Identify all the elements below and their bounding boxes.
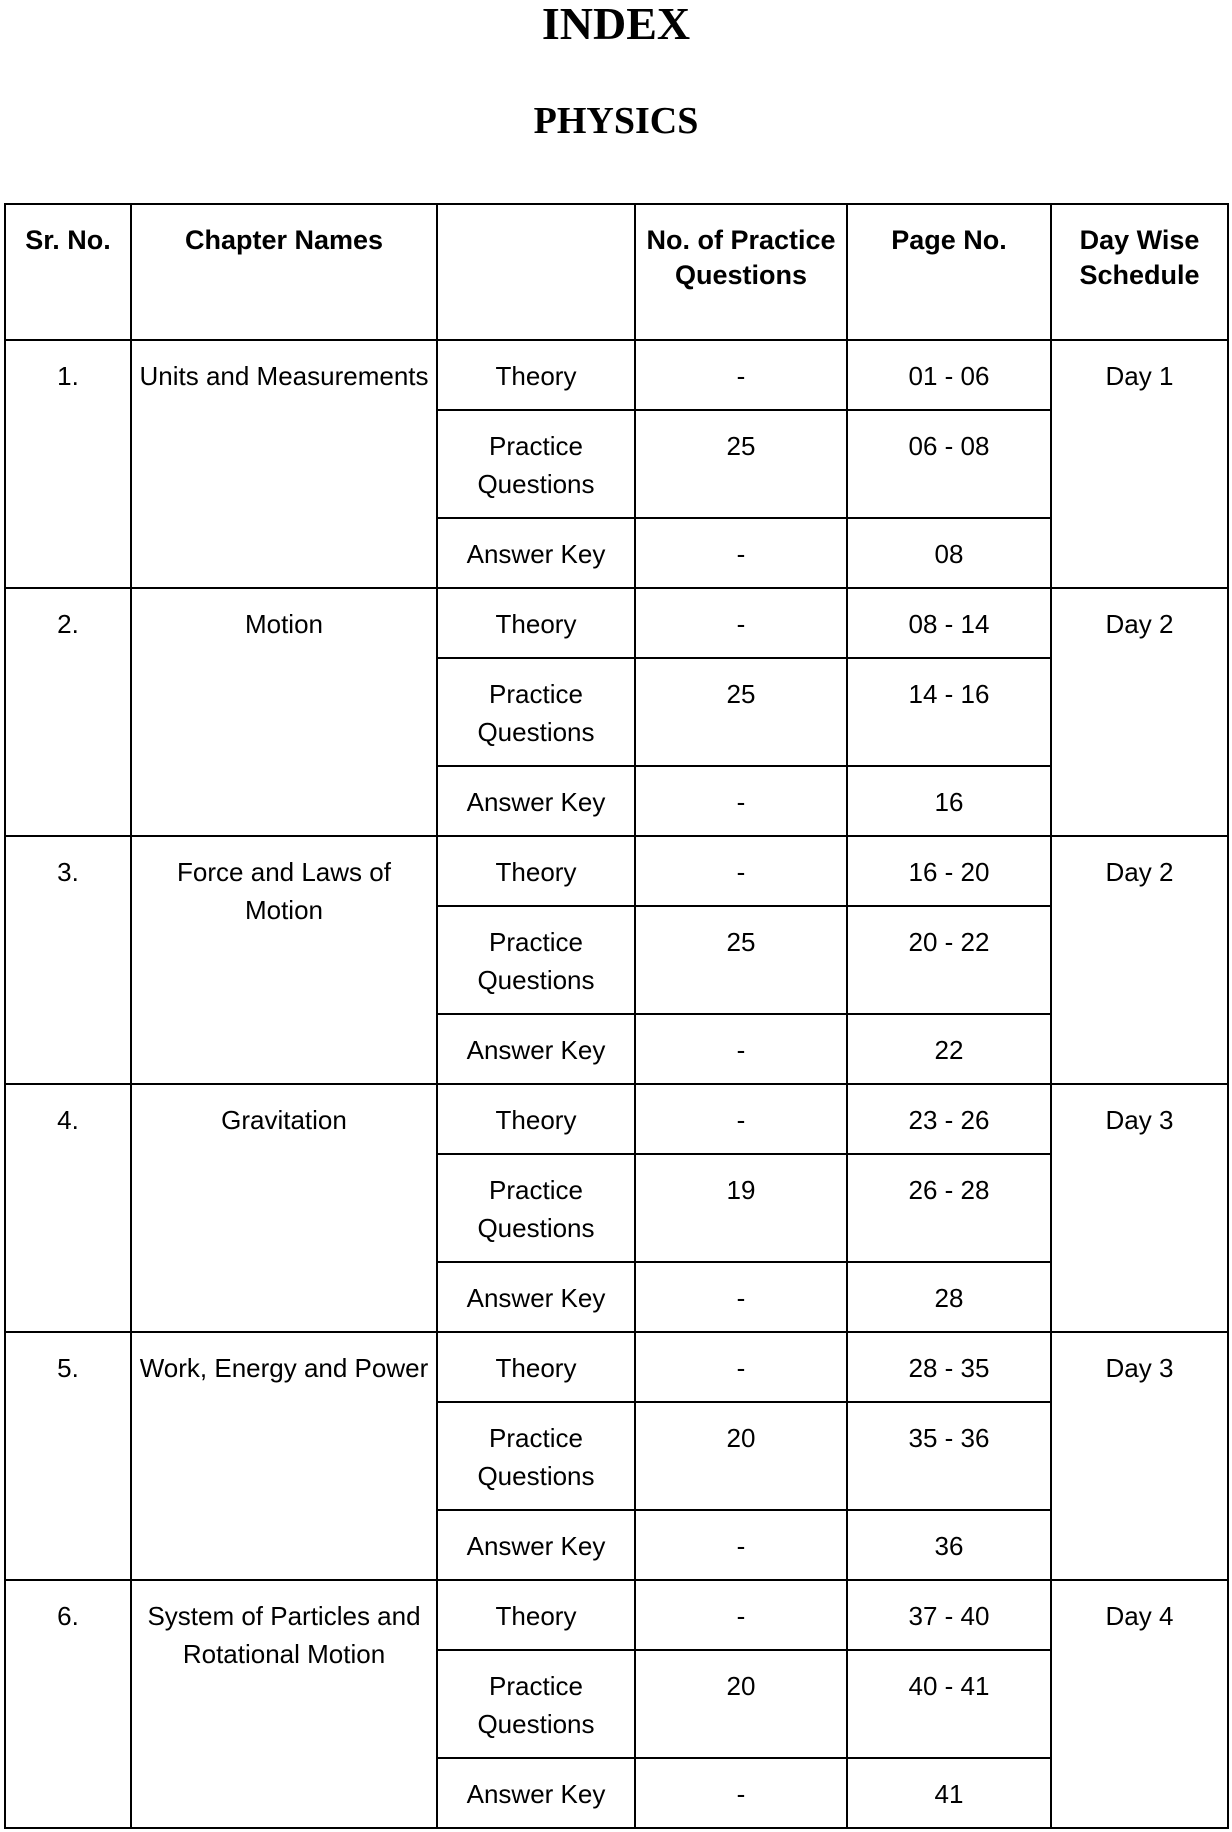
page-range-cell: 35 - 36 [847, 1402, 1051, 1510]
section-cell: Answer Key [437, 1510, 635, 1580]
practice-count-cell: - [635, 588, 847, 658]
chapter-name-cell: Motion [131, 588, 437, 836]
chapter-name-cell: Units and Measurements [131, 340, 437, 588]
day-schedule-cell: Day 4 [1051, 1580, 1228, 1828]
section-cell: Practice Questions [437, 1154, 635, 1262]
page-range-cell: 37 - 40 [847, 1580, 1051, 1650]
practice-count-cell: - [635, 836, 847, 906]
section-cell: Practice Questions [437, 410, 635, 518]
practice-count-cell: - [635, 1084, 847, 1154]
sr-no-cell: 2. [5, 588, 131, 836]
chapter-name-cell: Work, Energy and Power [131, 1332, 437, 1580]
page-range-cell: 06 - 08 [847, 410, 1051, 518]
page-range-cell: 16 [847, 766, 1051, 836]
page-range-cell: 08 - 14 [847, 588, 1051, 658]
section-cell: Practice Questions [437, 1402, 635, 1510]
practice-count-cell: 19 [635, 1154, 847, 1262]
day-schedule-cell: Day 3 [1051, 1084, 1228, 1332]
day-schedule-cell: Day 2 [1051, 836, 1228, 1084]
practice-count-cell: 25 [635, 410, 847, 518]
page-range-cell: 14 - 16 [847, 658, 1051, 766]
section-cell: Practice Questions [437, 906, 635, 1014]
col-section [437, 204, 635, 340]
section-cell: Theory [437, 588, 635, 658]
practice-count-cell: 25 [635, 658, 847, 766]
section-cell: Theory [437, 836, 635, 906]
practice-count-cell: 20 [635, 1650, 847, 1758]
section-cell: Answer Key [437, 1262, 635, 1332]
sr-no-cell: 3. [5, 836, 131, 1084]
page-range-cell: 40 - 41 [847, 1650, 1051, 1758]
page-range-cell: 23 - 26 [847, 1084, 1051, 1154]
practice-count-cell: - [635, 340, 847, 410]
practice-count-cell: - [635, 1580, 847, 1650]
page-range-cell: 41 [847, 1758, 1051, 1828]
practice-count-cell: - [635, 1014, 847, 1084]
sr-no-cell: 5. [5, 1332, 131, 1580]
section-cell: Practice Questions [437, 1650, 635, 1758]
practice-count-cell: 25 [635, 906, 847, 1014]
practice-count-cell: - [635, 518, 847, 588]
practice-count-cell: - [635, 1758, 847, 1828]
section-cell: Answer Key [437, 1014, 635, 1084]
chapter-name-cell: Force and Laws of Motion [131, 836, 437, 1084]
section-cell: Answer Key [437, 766, 635, 836]
day-schedule-cell: Day 3 [1051, 1332, 1228, 1580]
table-row [5, 1084, 1228, 1154]
col-page-no: Page No. [847, 204, 1051, 340]
table-row [5, 340, 1228, 410]
table-row [5, 588, 1228, 658]
sr-no-cell: 6. [5, 1580, 131, 1828]
page-range-cell: 22 [847, 1014, 1051, 1084]
sr-no-cell: 4. [5, 1084, 131, 1332]
page-range-cell: 28 - 35 [847, 1332, 1051, 1402]
sr-no-cell: 1. [5, 340, 131, 588]
day-schedule-cell: Day 1 [1051, 340, 1228, 588]
chapter-name-cell: Gravitation [131, 1084, 437, 1332]
table-row [5, 836, 1228, 906]
day-schedule-cell: Day 2 [1051, 588, 1228, 836]
practice-count-cell: - [635, 1510, 847, 1580]
section-cell: Theory [437, 1084, 635, 1154]
col-chapter-names: Chapter Names [131, 204, 437, 340]
section-cell: Theory [437, 1580, 635, 1650]
section-cell: Practice Questions [437, 658, 635, 766]
page-range-cell: 36 [847, 1510, 1051, 1580]
page-range-cell: 08 [847, 518, 1051, 588]
table-body [5, 340, 1228, 1828]
chapter-name-cell: System of Particles and Rotational Motion [131, 1580, 437, 1828]
practice-count-cell: 20 [635, 1402, 847, 1510]
practice-count-cell: - [635, 1262, 847, 1332]
col-day-schedule: Day Wise Schedule [1051, 204, 1228, 340]
col-practice-questions: No. of Practice Questions [635, 204, 847, 340]
section-cell: Answer Key [437, 518, 635, 588]
section-cell: Answer Key [437, 1758, 635, 1828]
col-sr-no: Sr. No. [5, 204, 131, 340]
page-range-cell: 28 [847, 1262, 1051, 1332]
page-title: INDEX [541, 0, 691, 49]
page-range-cell: 26 - 28 [847, 1154, 1051, 1262]
practice-count-cell: - [635, 766, 847, 836]
table-row [5, 1332, 1228, 1402]
index-table [4, 203, 1229, 1829]
page-range-cell: 20 - 22 [847, 906, 1051, 1014]
section-cell: Theory [437, 340, 635, 410]
header-row [5, 204, 1228, 340]
practice-count-cell: - [635, 1332, 847, 1402]
section-cell: Theory [437, 1332, 635, 1402]
page-range-cell: 01 - 06 [847, 340, 1051, 410]
table-header [5, 204, 1228, 340]
page-range-cell: 16 - 20 [847, 836, 1051, 906]
page-subtitle: PHYSICS [533, 100, 699, 142]
table-row [5, 1580, 1228, 1650]
